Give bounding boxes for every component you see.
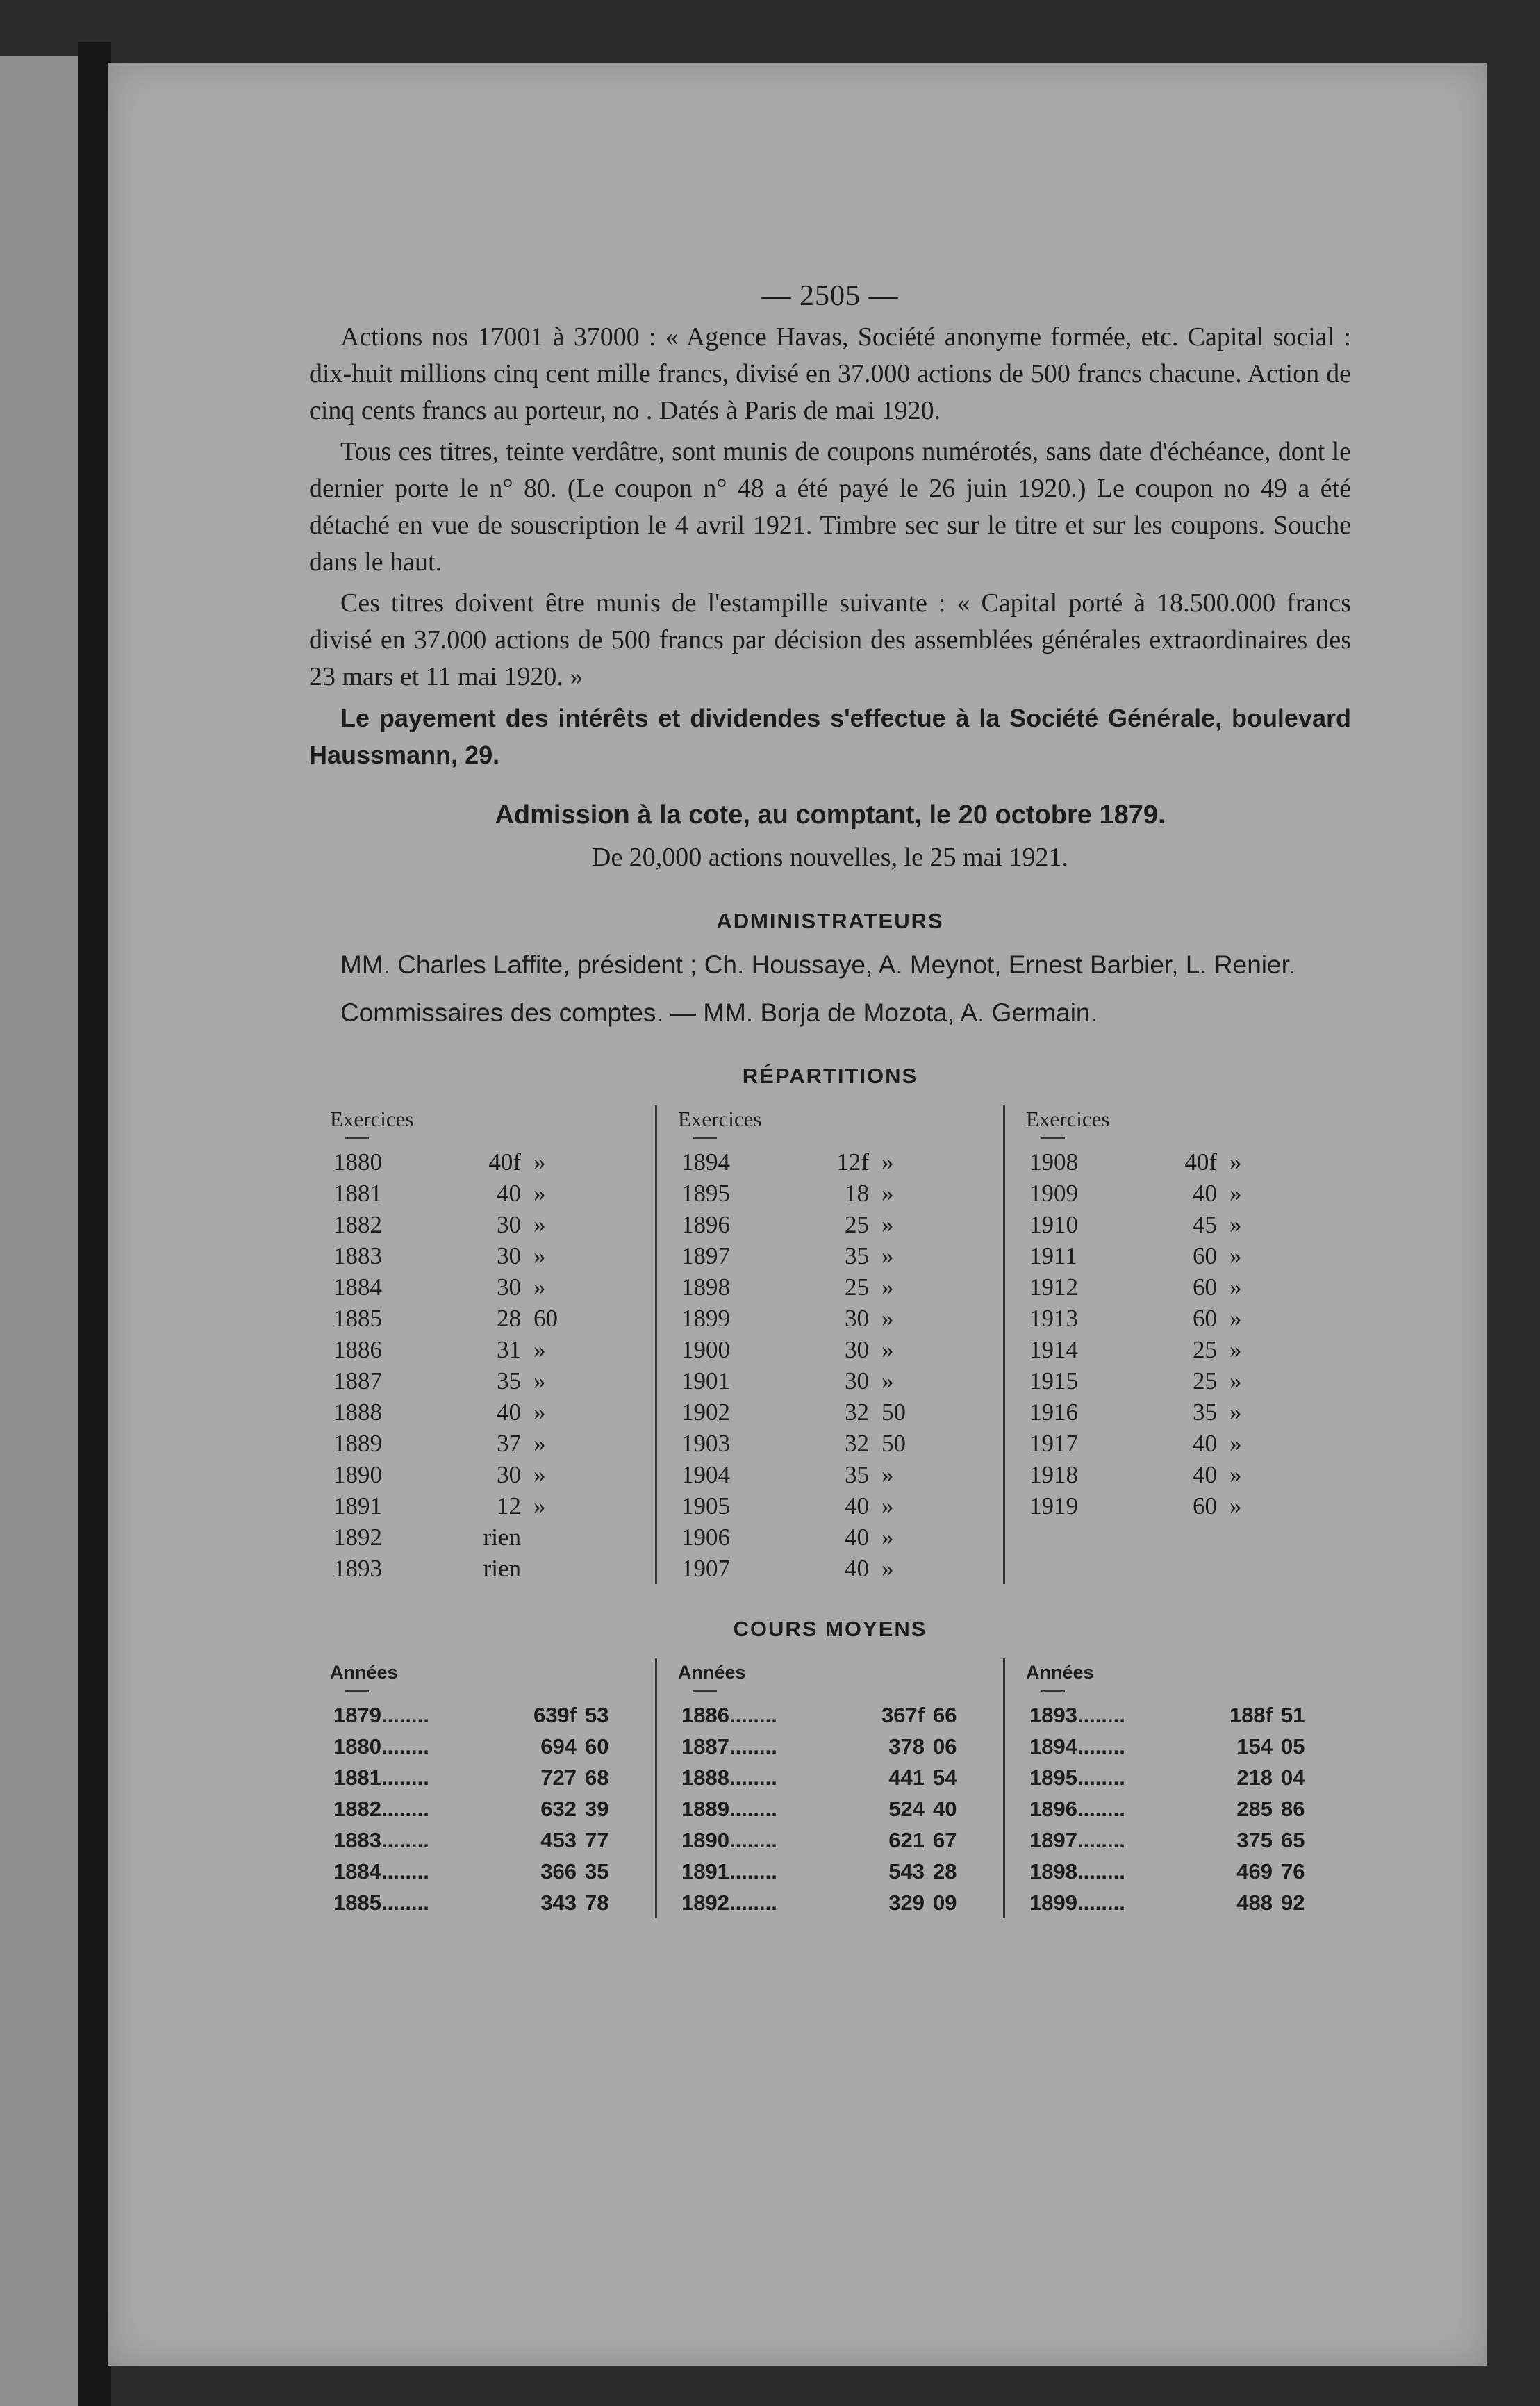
book-gutter (78, 42, 111, 2406)
table-row (1026, 1240, 1351, 1271)
year-cell: 1918 (1029, 1461, 1078, 1488)
year-cell: 1880 (333, 1148, 382, 1176)
table-row (678, 1178, 1003, 1209)
repartitions-heading: RÉPARTITIONS (742, 1064, 918, 1088)
cents-cell: » (1229, 1180, 1242, 1207)
year-cell: 1906 (681, 1524, 730, 1551)
amount-cell: 366 (540, 1859, 577, 1884)
table-row (330, 1240, 655, 1271)
year-cell: 1901 (681, 1367, 730, 1394)
table-row (678, 1146, 1003, 1178)
cents-cell: » (881, 1211, 894, 1238)
amount-cell: 40 (497, 1399, 521, 1426)
amount-cell: 32 (845, 1430, 869, 1457)
table-row (678, 1365, 1003, 1396)
cents-cell: » (533, 1461, 546, 1488)
table-row (330, 1793, 655, 1824)
year-cell: 1897........ (1029, 1828, 1125, 1852)
amount-cell: 32 (845, 1399, 869, 1426)
amount-cell: 60 (1193, 1242, 1217, 1269)
amount-cell: 378 (888, 1734, 925, 1758)
repartitions-column-header: Exercices (1026, 1107, 1110, 1131)
amount-cell: 453 (540, 1828, 577, 1852)
table-row (1026, 1793, 1351, 1824)
year-cell: 1915 (1029, 1367, 1078, 1394)
table-row (1026, 1699, 1351, 1731)
year-cell: 1890........ (681, 1828, 777, 1852)
table-row (330, 1303, 655, 1334)
cents-cell: » (1229, 1336, 1242, 1363)
amount-cell: 40f (488, 1148, 521, 1176)
amount-cell: 367f (881, 1703, 925, 1727)
cents-cell: » (533, 1211, 546, 1238)
paragraph-payement: Le payement des intérêts et dividendes s'effectue à la Société Générale, boulevard Haussmann, 29. (309, 704, 1351, 769)
cents-cell: 04 (1281, 1765, 1305, 1790)
amount-cell: 30 (845, 1367, 869, 1394)
table-row (330, 1522, 655, 1553)
amount-cell: 40 (1193, 1461, 1217, 1488)
year-cell: 1899 (681, 1305, 730, 1332)
year-cell: 1898........ (1029, 1859, 1125, 1884)
amount-cell: 30 (497, 1274, 521, 1301)
amount-cell: 25 (1193, 1367, 1217, 1394)
cents-cell: 66 (933, 1703, 957, 1727)
paragraph-estampille: Ces titres doivent être munis de l'estampille suivante : « Capital porté à 18.500.000 francs divisé en 37.000 actions de 500 francs par décision des assemblées générales extraordinaires des 23 mars et 11 mai 1920. » (309, 588, 1351, 691)
cents-cell: 35 (585, 1859, 609, 1884)
amount-cell: 30 (845, 1305, 869, 1332)
table-row (330, 1856, 655, 1887)
admission-subline: De 20,000 actions nouvelles, le 25 mai 1921. (592, 843, 1068, 872)
amount-cell: 30 (497, 1461, 521, 1488)
year-cell: 1893........ (1029, 1703, 1125, 1727)
year-cell: 1904 (681, 1461, 730, 1488)
cents-cell: 28 (933, 1859, 957, 1884)
table-row (330, 1396, 655, 1428)
table-row (330, 1178, 655, 1209)
amount-cell: 488 (1236, 1890, 1273, 1915)
table-row (330, 1428, 655, 1459)
year-cell: 1905 (681, 1492, 730, 1519)
table-row (678, 1793, 1003, 1824)
header-dash (1041, 1137, 1065, 1139)
table-row (1026, 1459, 1351, 1490)
cents-cell: » (1229, 1242, 1242, 1269)
table-row (1026, 1856, 1351, 1887)
cents-cell: » (1229, 1492, 1242, 1519)
year-cell: 1907 (681, 1555, 730, 1582)
amount-cell: 343 (540, 1890, 577, 1915)
amount-cell: 621 (888, 1828, 925, 1852)
header-dash (345, 1690, 369, 1692)
table-row (1026, 1365, 1351, 1396)
year-cell: 1896........ (1029, 1797, 1125, 1821)
amount-cell: 40f (1184, 1148, 1217, 1176)
header-dash (345, 1137, 369, 1139)
cents-cell: » (1229, 1211, 1242, 1238)
table-row (678, 1396, 1003, 1428)
year-cell: 1882 (333, 1211, 382, 1238)
year-cell: 1914 (1029, 1336, 1078, 1363)
administrateurs-members: MM. Charles Laffite, président ; Ch. Houssaye, A. Meynot, Ernest Barbier, L. Renier. (340, 950, 1296, 979)
year-cell: 1894 (681, 1148, 730, 1176)
cents-cell: » (533, 1430, 546, 1457)
year-cell: 1893 (333, 1555, 382, 1582)
document-page (108, 63, 1487, 2366)
table-row (678, 1490, 1003, 1522)
year-cell: 1900 (681, 1336, 730, 1363)
commissaires-line: Commissaires des comptes. — MM. Borja de Mozota, A. Germain. (340, 998, 1098, 1027)
table-row (330, 1824, 655, 1856)
administrateurs-heading: ADMINISTRATEURS (716, 909, 944, 933)
table-row (330, 1731, 655, 1762)
amount-cell: 329 (888, 1890, 925, 1915)
amount-cell: 375 (1236, 1828, 1273, 1852)
cents-cell: 60 (585, 1734, 609, 1758)
year-cell: 1908 (1029, 1148, 1078, 1176)
cents-cell: 50 (881, 1430, 906, 1457)
table-row (330, 1459, 655, 1490)
amount-cell: 35 (1193, 1399, 1217, 1426)
cents-cell: » (533, 1242, 546, 1269)
amount-cell: 30 (497, 1242, 521, 1269)
cents-cell: 76 (1281, 1859, 1305, 1884)
year-cell: 1886........ (681, 1703, 777, 1727)
year-cell: 1899........ (1029, 1890, 1125, 1915)
table-row (678, 1762, 1003, 1793)
year-cell: 1896 (681, 1211, 730, 1238)
amount-cell: 35 (497, 1367, 521, 1394)
repartitions-column-header: Exercices (678, 1107, 762, 1131)
table-row (678, 1856, 1003, 1887)
header-dash (1041, 1690, 1065, 1692)
year-cell: 1884 (333, 1274, 382, 1301)
table-row (330, 1887, 655, 1918)
table-row (678, 1887, 1003, 1918)
cours-column (1003, 1658, 1351, 1918)
cents-cell: 78 (585, 1890, 609, 1915)
table-row (1026, 1209, 1351, 1240)
table-row (678, 1731, 1003, 1762)
amount-cell: 25 (845, 1274, 869, 1301)
year-cell: 1916 (1029, 1399, 1078, 1426)
table-row (1026, 1146, 1351, 1178)
year-cell: 1913 (1029, 1305, 1078, 1332)
table-row (1026, 1334, 1351, 1365)
year-cell: 1895 (681, 1180, 730, 1207)
amount-cell: 543 (888, 1859, 925, 1884)
year-cell: 1888 (333, 1399, 382, 1426)
amount-cell: 35 (845, 1461, 869, 1488)
cents-cell: » (533, 1336, 546, 1363)
table-row (330, 1490, 655, 1522)
year-cell: 1891........ (681, 1859, 777, 1884)
cents-cell: » (533, 1180, 546, 1207)
year-cell: 1886 (333, 1336, 382, 1363)
repartitions-column (1003, 1105, 1351, 1584)
amount-cell: 18 (845, 1180, 869, 1207)
table-row (330, 1334, 655, 1365)
table-row (678, 1522, 1003, 1553)
year-cell: 1887........ (681, 1734, 777, 1758)
table-row (1026, 1762, 1351, 1793)
year-cell: 1890 (333, 1461, 382, 1488)
paragraph-coupons: Tous ces titres, teinte verdâtre, sont munis de coupons numérotés, sans date d'échéance, dont le dernier porte le n° 80. (Le coupon n° 48 a été payé le 26 juin 1920.) Le coupon no 49 a été détaché en vue de souscription le 4 avril 1921. Timbre sec sur le titre et sur les coupons. Souche dans le haut. (309, 437, 1351, 577)
year-cell: 1912 (1029, 1274, 1078, 1301)
cents-cell: 05 (1281, 1734, 1305, 1758)
amount-cell: 25 (1193, 1336, 1217, 1363)
cents-cell: » (533, 1367, 546, 1394)
year-cell: 1879........ (333, 1703, 429, 1727)
table-row (678, 1699, 1003, 1731)
year-cell: 1898 (681, 1274, 730, 1301)
cents-cell: » (881, 1336, 894, 1363)
cents-cell: » (881, 1305, 894, 1332)
cents-cell: » (1229, 1274, 1242, 1301)
amount-cell: 218 (1236, 1765, 1273, 1790)
amount-cell: 694 (540, 1734, 577, 1758)
year-cell: 1892........ (681, 1890, 777, 1915)
year-cell: 1882........ (333, 1797, 429, 1821)
cents-cell: 53 (585, 1703, 609, 1727)
amount-cell: 30 (845, 1336, 869, 1363)
cents-cell: » (881, 1274, 894, 1301)
cents-cell: » (533, 1274, 546, 1301)
cents-cell: » (533, 1492, 546, 1519)
table-row (678, 1209, 1003, 1240)
year-cell: 1881 (333, 1180, 382, 1207)
cours-column (309, 1658, 655, 1918)
amount-cell: 727 (540, 1765, 577, 1790)
year-cell: 1911 (1029, 1242, 1077, 1269)
amount-cell: 469 (1236, 1859, 1273, 1884)
header-dash (693, 1137, 717, 1139)
year-cell: 1903 (681, 1430, 730, 1457)
amount-cell: 25 (845, 1211, 869, 1238)
repartitions-column-header: Exercices (330, 1107, 414, 1131)
year-cell: 1889........ (681, 1797, 777, 1821)
table-row (330, 1209, 655, 1240)
cents-cell: 92 (1281, 1890, 1305, 1915)
table-row (1026, 1490, 1351, 1522)
table-row (330, 1271, 655, 1303)
amount-cell: 154 (1236, 1734, 1273, 1758)
cents-cell: » (533, 1148, 546, 1176)
table-row (678, 1428, 1003, 1459)
page-content (309, 278, 1351, 1918)
table-row (1026, 1303, 1351, 1334)
year-cell: 1909 (1029, 1180, 1078, 1207)
table-row (330, 1699, 655, 1731)
table-row (1026, 1887, 1351, 1918)
year-cell: 1881........ (333, 1765, 429, 1790)
table-row (678, 1303, 1003, 1334)
year-cell: 1897 (681, 1242, 730, 1269)
amount-cell: 31 (497, 1336, 521, 1363)
cours-moyens-heading: COURS MOYENS (733, 1617, 927, 1641)
cents-cell: 86 (1281, 1797, 1305, 1821)
amount-cell: 441 (888, 1765, 925, 1790)
cents-cell: » (1229, 1367, 1242, 1394)
amount-cell: 40 (845, 1524, 869, 1551)
amount-cell: 188f (1229, 1703, 1273, 1727)
repartitions-table (309, 1105, 1351, 1584)
cents-cell: » (533, 1399, 546, 1426)
year-cell: 1889 (333, 1430, 382, 1457)
table-row (678, 1334, 1003, 1365)
cents-cell: 77 (585, 1828, 609, 1852)
cours-column-header: Années (678, 1662, 746, 1683)
table-row (678, 1553, 1003, 1584)
table-row (1026, 1428, 1351, 1459)
amount-cell: 40 (1193, 1180, 1217, 1207)
cours-moyens-table (309, 1658, 1351, 1918)
cents-cell: » (1229, 1399, 1242, 1426)
repartitions-column (655, 1105, 1003, 1584)
cents-cell: » (881, 1367, 894, 1394)
table-row (678, 1459, 1003, 1490)
cents-cell: 06 (933, 1734, 957, 1758)
adjacent-page-edge (0, 56, 78, 2406)
cents-cell: 54 (933, 1765, 957, 1790)
cours-column (655, 1658, 1003, 1918)
amount-cell: 285 (1236, 1797, 1273, 1821)
amount-cell: 28 (497, 1305, 521, 1332)
table-row (1026, 1178, 1351, 1209)
table-row (330, 1146, 655, 1178)
page-number: — 2505 — (761, 280, 899, 312)
cents-cell: 60 (533, 1305, 558, 1332)
table-row (1026, 1824, 1351, 1856)
cents-cell: » (881, 1555, 894, 1582)
amount-cell: rien (483, 1524, 521, 1551)
cents-cell: 51 (1281, 1703, 1305, 1727)
year-cell: 1883........ (333, 1828, 429, 1852)
year-cell: 1895........ (1029, 1765, 1125, 1790)
amount-cell: 632 (540, 1797, 577, 1821)
year-cell: 1910 (1029, 1211, 1078, 1238)
amount-cell: 40 (1193, 1430, 1217, 1457)
paragraph-actions: Actions nos 17001 à 37000 : « Agence Havas, Société anonyme formée, etc. Capital social : dix-huit millions cinq cent mille francs, divisé en 37.000 actions de 500 francs chacune. Action de cinq cents francs au porteur, no . Datés à Paris de mai 1920. (309, 322, 1351, 425)
cents-cell: 65 (1281, 1828, 1305, 1852)
cents-cell: » (1229, 1305, 1242, 1332)
table-row (1026, 1396, 1351, 1428)
admission-line: Admission à la cote, au comptant, le 20 octobre 1879. (495, 800, 1166, 830)
year-cell: 1885 (333, 1305, 382, 1332)
year-cell: 1885........ (333, 1890, 429, 1915)
amount-cell: 60 (1193, 1305, 1217, 1332)
amount-cell: rien (483, 1555, 521, 1582)
year-cell: 1880........ (333, 1734, 429, 1758)
table-row (1026, 1271, 1351, 1303)
cents-cell: 68 (585, 1765, 609, 1790)
cents-cell: » (881, 1524, 894, 1551)
cents-cell: 67 (933, 1828, 957, 1852)
year-cell: 1892 (333, 1524, 382, 1551)
year-cell: 1888........ (681, 1765, 777, 1790)
table-row (1026, 1731, 1351, 1762)
amount-cell: 40 (497, 1180, 521, 1207)
amount-cell: 60 (1193, 1492, 1217, 1519)
amount-cell: 37 (497, 1430, 521, 1457)
cours-column-header: Années (330, 1662, 398, 1683)
cents-cell: » (881, 1180, 894, 1207)
cents-cell: » (881, 1148, 894, 1176)
cents-cell: » (1229, 1461, 1242, 1488)
amount-cell: 40 (845, 1555, 869, 1582)
cents-cell: » (881, 1242, 894, 1269)
cents-cell: 39 (585, 1797, 609, 1821)
year-cell: 1902 (681, 1399, 730, 1426)
table-row (678, 1271, 1003, 1303)
cents-cell: 09 (933, 1890, 957, 1915)
year-cell: 1917 (1029, 1430, 1078, 1457)
amount-cell: 12 (497, 1492, 521, 1519)
cents-cell: » (1229, 1430, 1242, 1457)
year-cell: 1891 (333, 1492, 382, 1519)
cents-cell: 50 (881, 1399, 906, 1426)
table-row (330, 1762, 655, 1793)
cents-cell: » (881, 1461, 894, 1488)
table-row (678, 1824, 1003, 1856)
year-cell: 1894........ (1029, 1734, 1125, 1758)
amount-cell: 40 (845, 1492, 869, 1519)
cours-column-header: Années (1026, 1662, 1094, 1683)
table-row (330, 1553, 655, 1584)
amount-cell: 35 (845, 1242, 869, 1269)
amount-cell: 60 (1193, 1274, 1217, 1301)
repartitions-column (309, 1105, 655, 1584)
cents-cell: » (881, 1492, 894, 1519)
year-cell: 1884........ (333, 1859, 429, 1884)
header-dash (693, 1690, 717, 1692)
table-row (678, 1240, 1003, 1271)
cents-cell: » (1229, 1148, 1242, 1176)
year-cell: 1919 (1029, 1492, 1078, 1519)
table-row (330, 1365, 655, 1396)
amount-cell: 639f (533, 1703, 577, 1727)
year-cell: 1887 (333, 1367, 382, 1394)
year-cell: 1883 (333, 1242, 382, 1269)
amount-cell: 524 (888, 1797, 925, 1821)
amount-cell: 45 (1193, 1211, 1217, 1238)
cents-cell (521, 1553, 589, 1584)
amount-cell: 30 (497, 1211, 521, 1238)
amount-cell: 12f (836, 1148, 869, 1176)
cents-cell: 40 (933, 1797, 957, 1821)
cents-cell (521, 1522, 589, 1553)
